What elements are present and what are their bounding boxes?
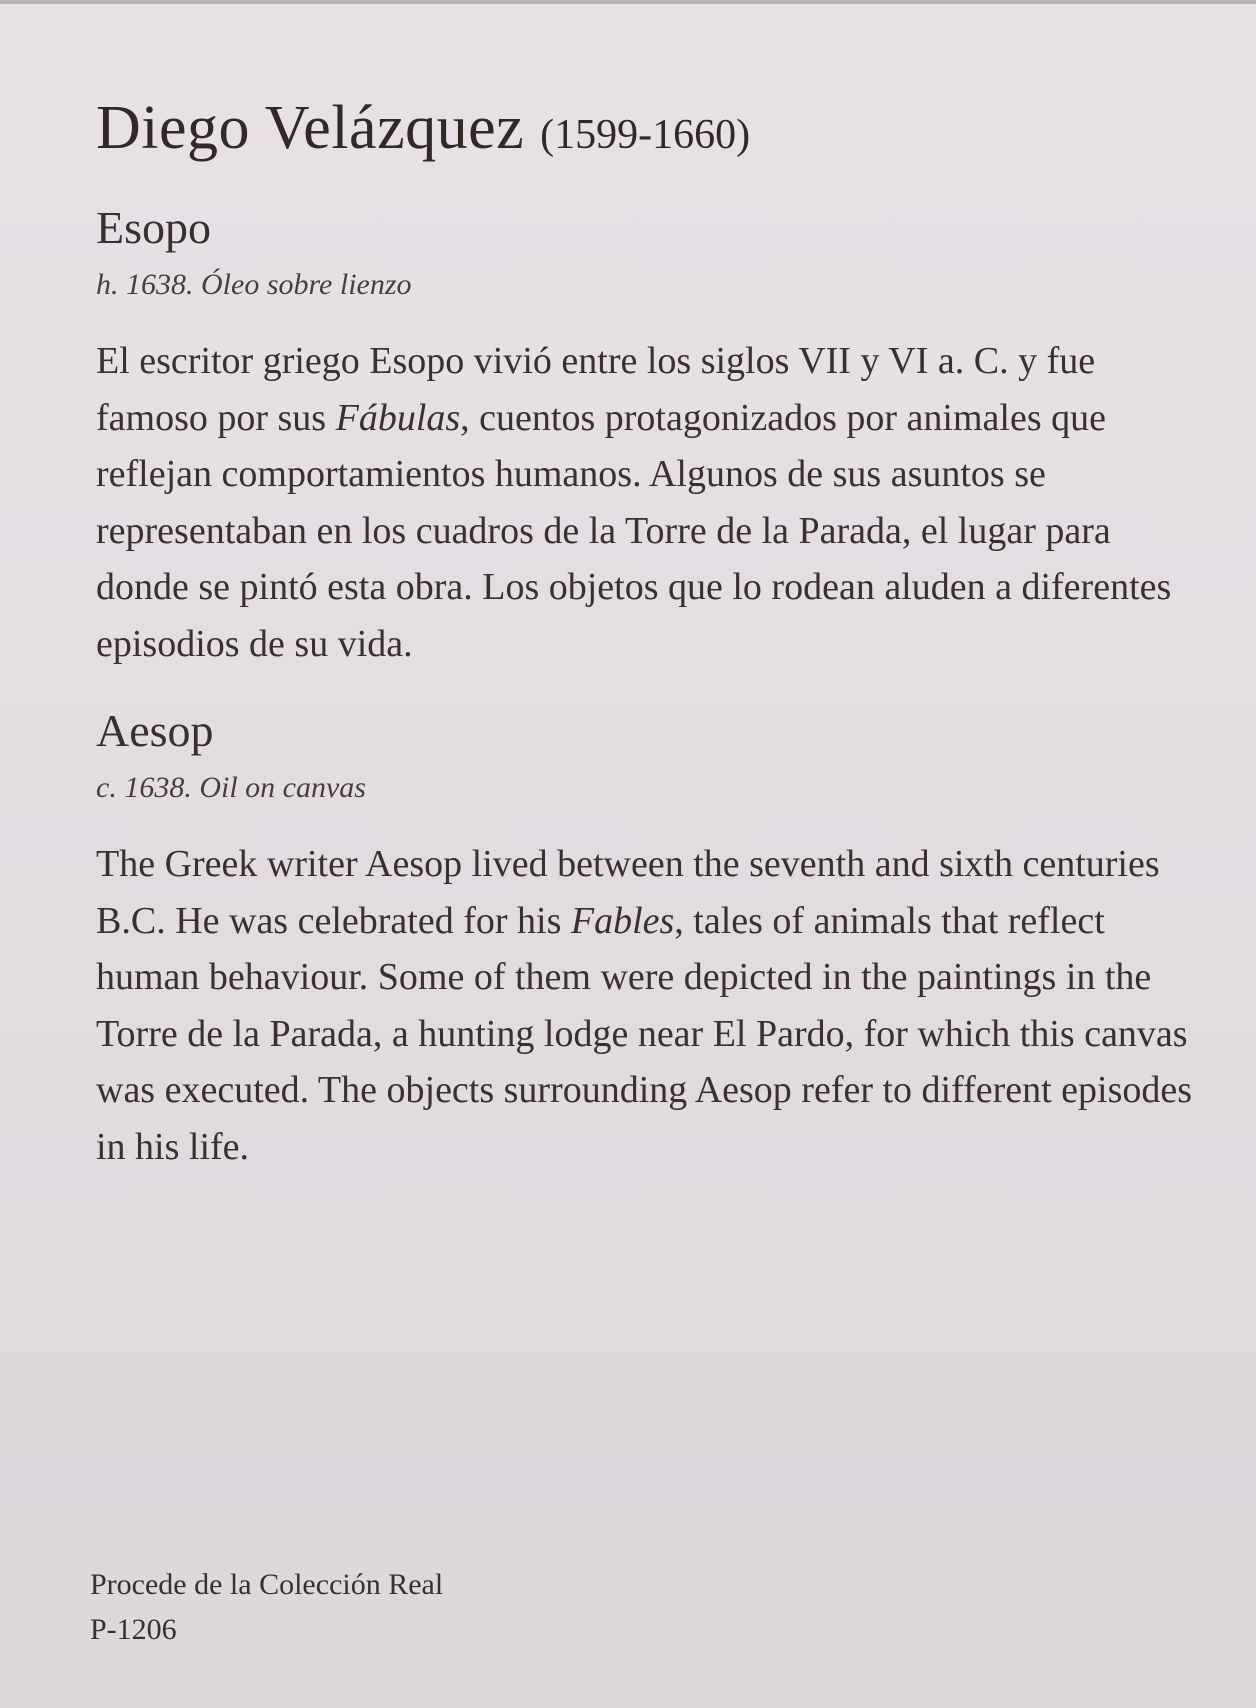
artist-heading bbox=[96, 92, 1206, 171]
spanish-desc-end: , cuentos protagonizados por animales que reflejan comportamientos humanos. Algunos de sus asuntos se representaban en los cuadros de la Torre de la Parada, el lugar para donde se pintó esta obra. Los objetos que lo rodean aluden a diferentes episodios de su vida. bbox=[96, 396, 1172, 665]
artist-name: Diego Velázquez bbox=[96, 94, 525, 162]
label-content bbox=[96, 92, 1206, 1175]
spanish-desc-start: El escritor griego Esopo vivió entre los siglos VII y VI a. C. y fue famoso por sus bbox=[96, 340, 1096, 439]
spanish-title: Esopo bbox=[96, 202, 211, 253]
english-meta: c. 1638. Oil on canvas bbox=[96, 771, 366, 804]
spanish-desc-italic: Fábulas bbox=[335, 396, 461, 439]
english-desc-start: The Greek writer Aesop lived between the seventh and sixth centuries B.C. He was celebrated for his bbox=[96, 843, 1160, 942]
label-footer bbox=[90, 1562, 790, 1652]
provenance-text: Procede de la Colección Real bbox=[90, 1568, 444, 1601]
english-desc-end: , tales of animals that reflect human behaviour. Some of them were depicted in the paintings in the Torre de la Parada, a hunting lodge near El Pardo, for which this canvas was executed. The objects surrounding Aesop refer to different episodes in his life. bbox=[96, 899, 1193, 1168]
spanish-section bbox=[96, 201, 1206, 672]
english-section bbox=[96, 704, 1206, 1175]
spanish-description bbox=[96, 333, 1206, 672]
spanish-meta: h. 1638. Óleo sobre lienzo bbox=[96, 268, 412, 301]
catalog-number: P-1206 bbox=[90, 1613, 177, 1646]
artist-dates: (1599-1660) bbox=[540, 112, 751, 158]
english-desc-italic: Fables bbox=[570, 899, 675, 942]
english-description bbox=[96, 836, 1206, 1175]
english-title: Aesop bbox=[96, 705, 214, 756]
card-top-edge bbox=[0, 0, 1256, 4]
